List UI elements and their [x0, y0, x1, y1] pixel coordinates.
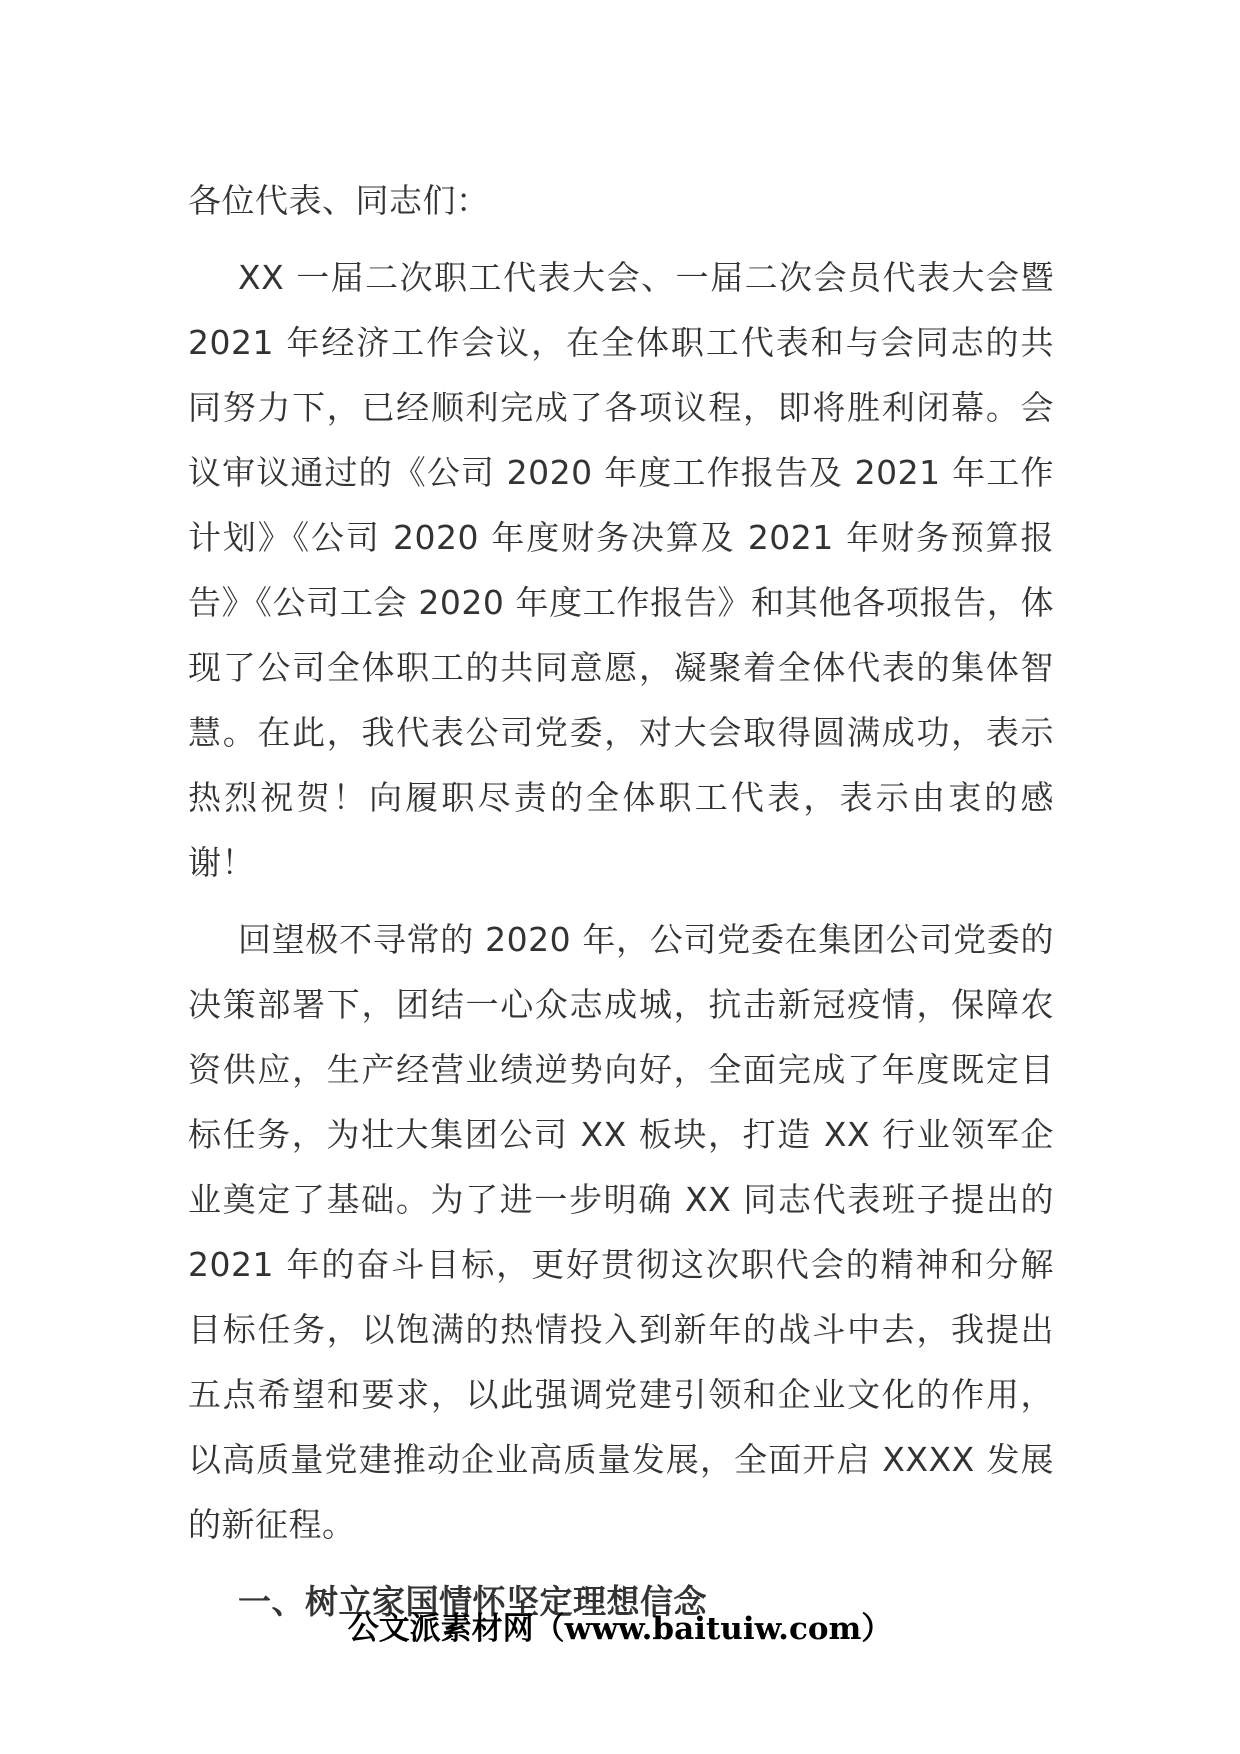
paragraph-review: 回望极不寻常的 2020 年，公司党委在集团公司党委的决策部署下，团结一心众志成城，抗击新冠疫情，保障农资供应，生产经营业绩逆势向好，全面完成了年度既定目标任务，为壮大集团公司 XX 板块，打造 XX 行业领军企业奠定了基础。为了进一步明确 XX 同志代表班子提出的 2021 年的奋斗目标，更好贯彻这次职代会的精神和分解目标任务，以饱满的热情投入到新年的战斗中去，我提出五点希望和要求，以此强调党建引领和企业文化的作用，以高质量党建推动企业高质量发展，全面开启 XXXX 发展的新征程。	[188, 920, 1054, 1544]
footer-watermark: 公文派素材网（www.baituiw.com）	[347, 1611, 893, 1647]
salutation: 各位代表、同志们：	[188, 181, 490, 220]
paragraph-opening: XX 一届二次职工代表大会、一届二次会员代表大会暨 2021 年经济工作会议，在全体职工代表和与会同志的共同努力下，已经顺利完成了各项议程，即将胜利闭幕。会议审议通过的《公司 2020 年度工作报告及 2021 年工作计划》《公司 2020 年度财务决算及 2021 年财务预算报告》《公司工会 2020 年度工作报告》和其他各项报告，体现了公司全体职工的共同意愿，凝聚着全体代表的集体智慧。在此，我代表公司党委，对大会取得圆满成功，表示热烈祝贺！向履职尽责的全体职工代表，表示由衷的感谢！	[188, 258, 1054, 882]
document-body	[188, 168, 1054, 1634]
section-heading: 一、树立家国情怀坚定理想信念	[238, 1582, 707, 1621]
